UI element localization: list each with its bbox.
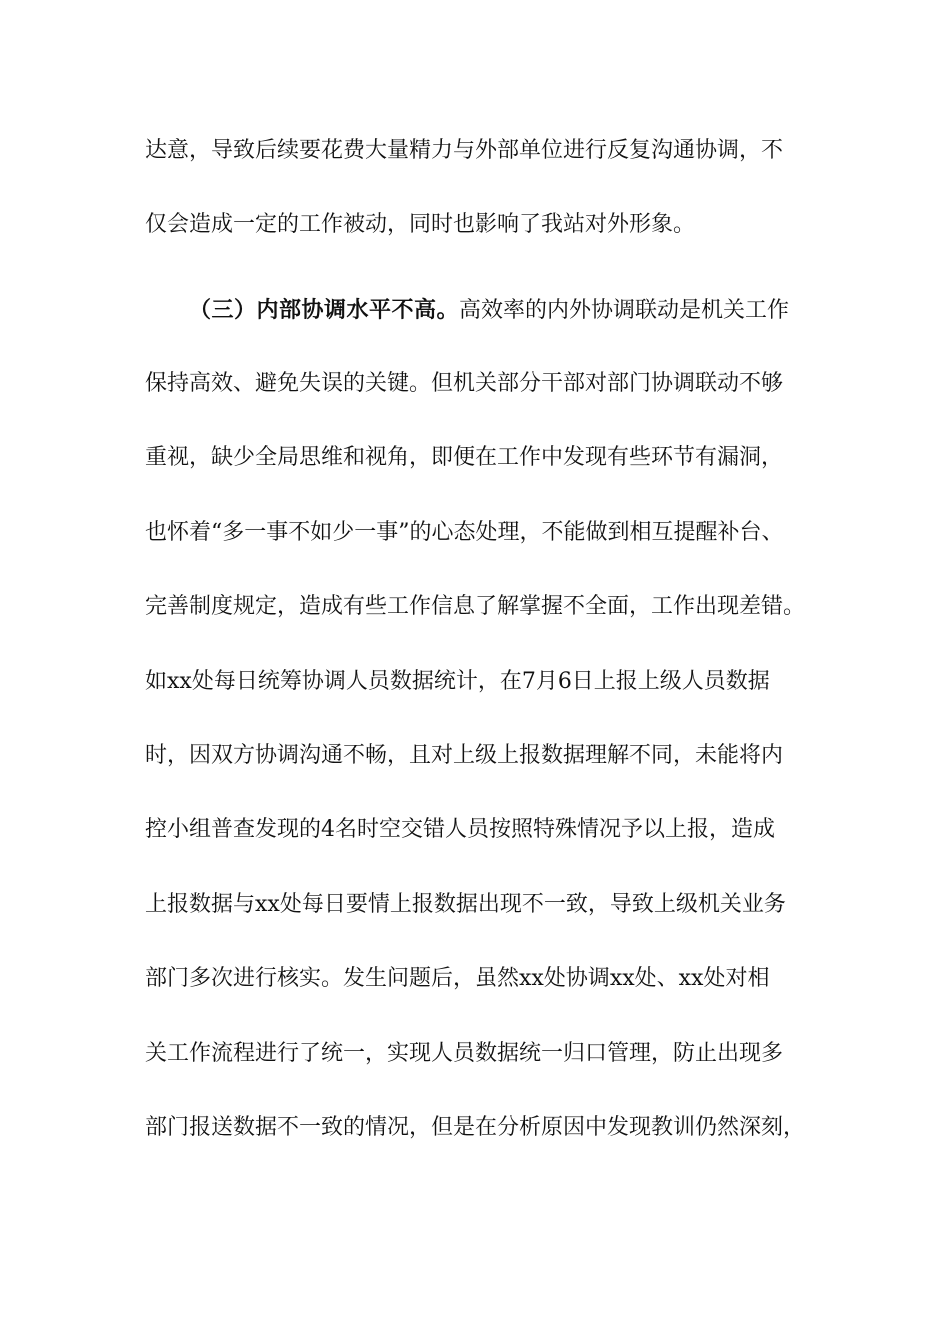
- section-heading: （三）内部协调水平不高。: [189, 297, 460, 323]
- section-heading-continuation: 高效率的内外协调联动是机关工作: [459, 298, 790, 323]
- text-line-2: 仅会造成一定的工作被动，同时也影响了我站对外形象。: [145, 212, 696, 237]
- text-line-14: 部门报送数据不一致的情况，但是在分析原因中发现教训仍然深刻，: [145, 1115, 806, 1140]
- text-line-5: 重视，缺少全局思维和视角，即便在工作中发现有些环节有漏洞，: [145, 445, 784, 470]
- text-line-11: 上报数据与xx处每日要情上报数据出现不一致，导致上级机关业务: [145, 892, 786, 917]
- text-line-12: 部门多次进行核实。发生问题后，虽然xx处协调xx处、xx处对相: [145, 966, 770, 991]
- text-line-8: 如xx处每日统筹协调人员数据统计，在7月6日上报上级人员数据: [145, 669, 770, 694]
- text-line-6: 也怀着“多一事不如少一事”的心态处理，不能做到相互提醒补台、: [145, 520, 784, 545]
- text-line-9: 时，因双方协调沟通不畅，且对上级上报数据理解不同，未能将内: [145, 743, 784, 768]
- text-line-7: 完善制度规定，造成有些工作信息了解掌握不全面，工作出现差错。: [145, 594, 806, 619]
- text-line-13: 关工作流程进行了统一，实现人员数据统一归口管理，防止出现多: [145, 1041, 784, 1066]
- text-line-10: 控小组普查发现的4名时空交错人员按照特殊情况予以上报，造成: [145, 817, 775, 842]
- section-heading-line: [189, 290, 825, 330]
- text-line-4: 保持高效、避免失误的关键。但机关部分干部对部门协调联动不够: [145, 371, 784, 396]
- text-line-1: 达意，导致后续要花费大量精力与外部单位进行反复沟通协调，不: [145, 138, 784, 163]
